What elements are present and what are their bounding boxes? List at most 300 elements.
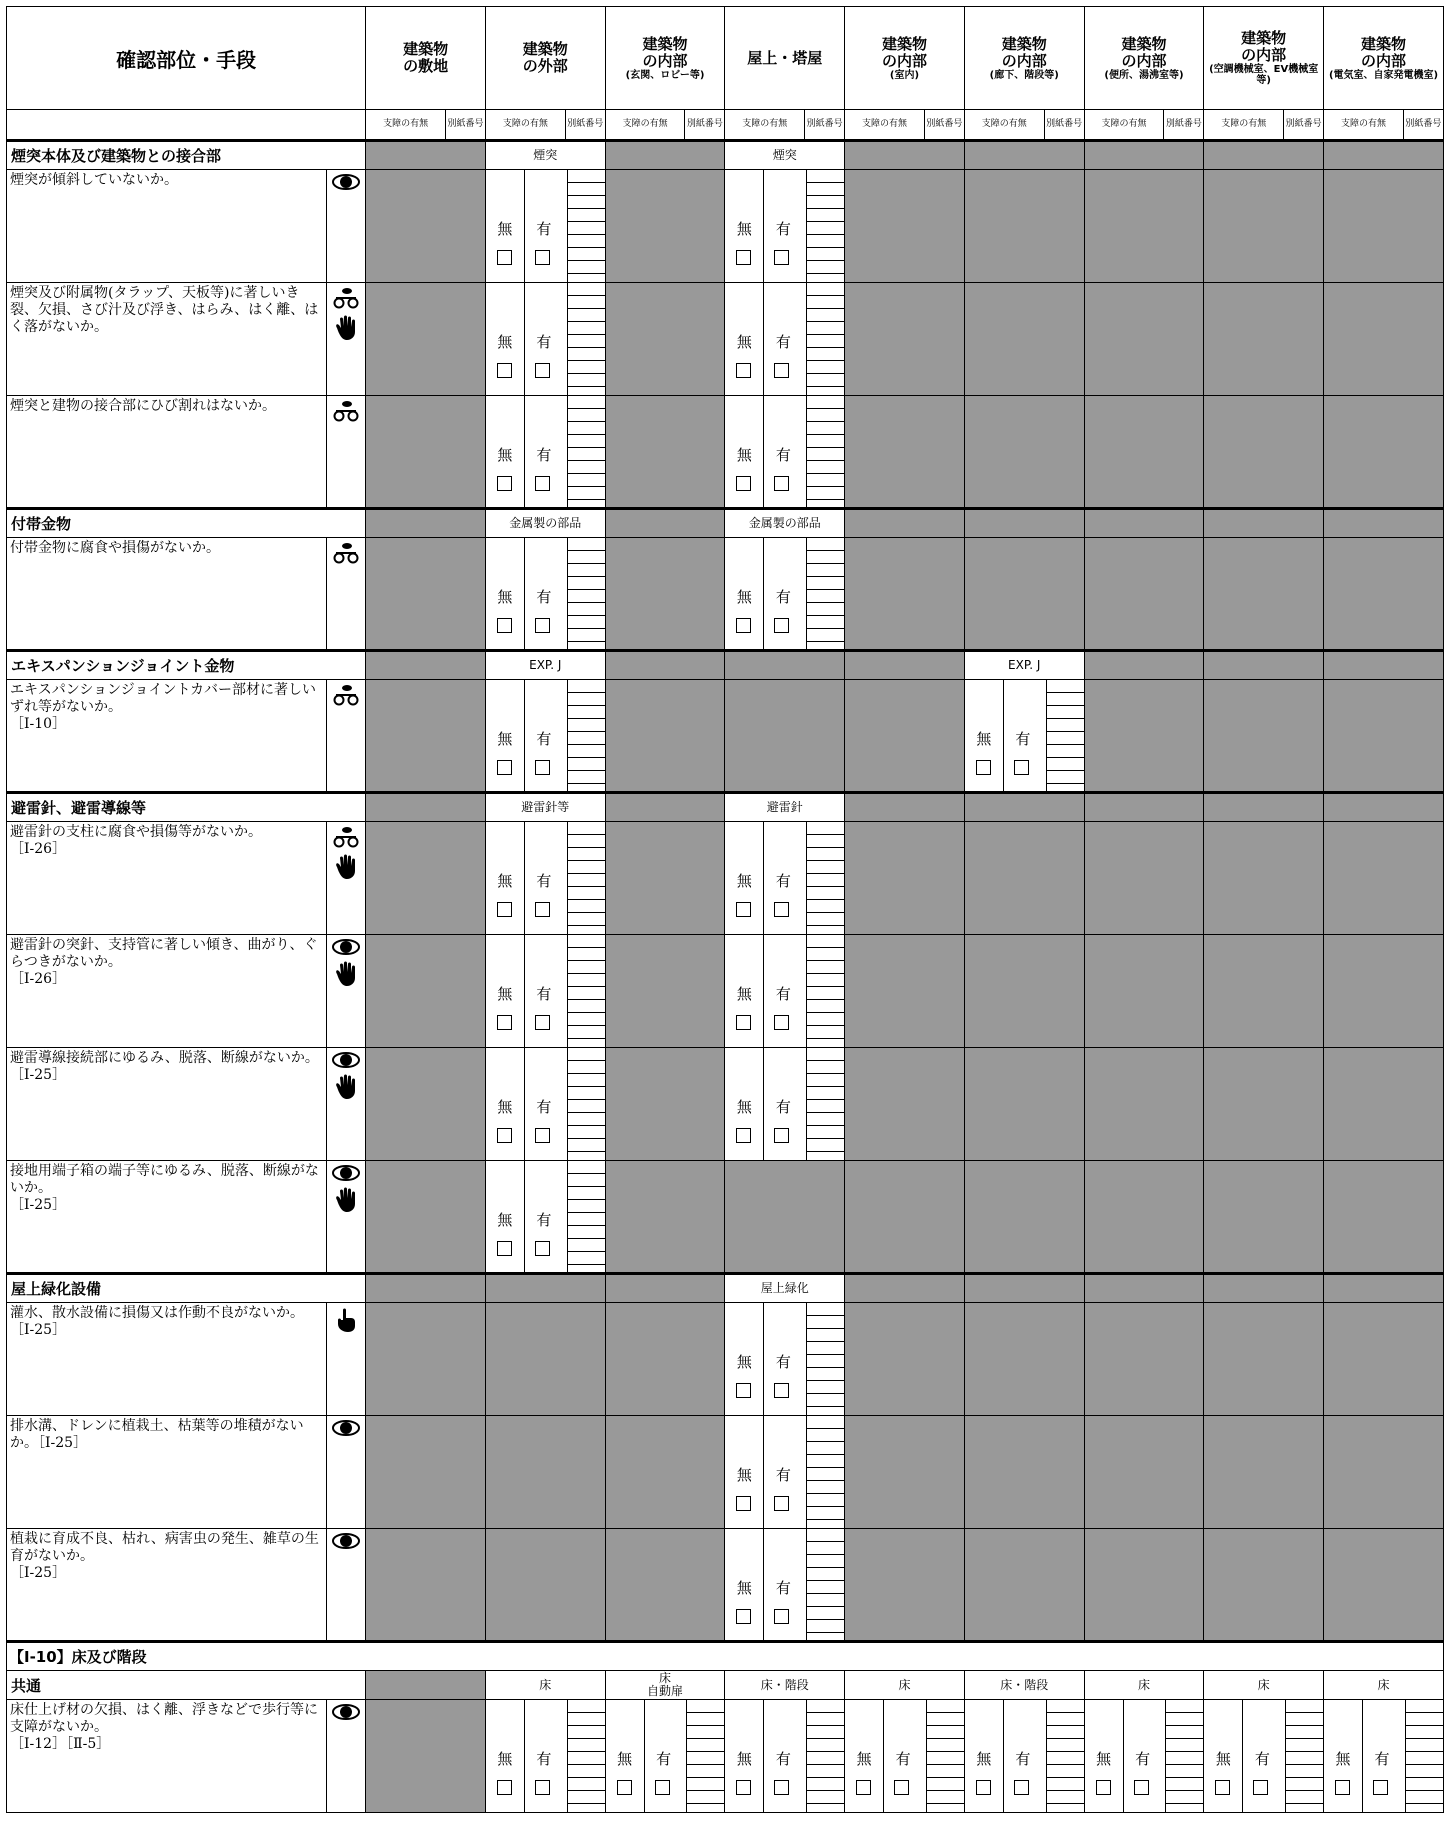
divider xyxy=(524,283,525,395)
ref-number-lines[interactable] xyxy=(806,538,844,649)
label-none: 無 xyxy=(497,985,513,1003)
checkbox-exists[interactable] xyxy=(774,250,789,265)
na-cell xyxy=(366,1529,486,1642)
section-chip xyxy=(964,509,1084,538)
label-none: 無 xyxy=(736,333,752,351)
na-cell xyxy=(366,170,486,283)
na-cell xyxy=(964,822,1084,935)
check-cell xyxy=(485,283,605,396)
section-chip: EXP. J xyxy=(964,651,1084,680)
na-cell xyxy=(1204,396,1324,509)
ref-number-lines[interactable] xyxy=(926,1700,964,1812)
sub-header-ref: 別紙番号 xyxy=(1044,110,1084,141)
checkbox-none[interactable] xyxy=(736,1780,751,1795)
na-cell xyxy=(366,935,486,1048)
method-icons xyxy=(327,1416,366,1529)
check-item-text: エキスパンションジョイントカバー部材に著しいずれ等がないか。 ［Ⅰ-10］ xyxy=(7,680,327,793)
sub-header-presence: 支障の有無 xyxy=(1084,110,1164,141)
na-cell xyxy=(964,1416,1084,1529)
column-header-note: (室内) xyxy=(889,69,920,81)
checkbox-none[interactable] xyxy=(976,760,991,775)
divider xyxy=(763,1048,764,1160)
na-cell xyxy=(366,1161,486,1274)
check-cell xyxy=(485,170,605,283)
method-icons xyxy=(327,283,366,396)
na-cell xyxy=(845,935,965,1048)
column-header-note: (便所、湯沸室等) xyxy=(1104,69,1184,81)
header-blank xyxy=(7,110,366,141)
divider xyxy=(883,1700,884,1812)
checkbox-exists[interactable] xyxy=(535,250,550,265)
hand-icon xyxy=(327,961,365,987)
column-header-line2: の内部 xyxy=(1361,51,1407,70)
checkbox-none[interactable] xyxy=(617,1780,632,1795)
column-header-line2: の内部 xyxy=(881,51,927,70)
checkbox-none[interactable] xyxy=(736,1609,751,1624)
checkbox-none[interactable] xyxy=(497,476,512,491)
checkbox-none[interactable] xyxy=(497,1015,512,1030)
na-cell xyxy=(605,396,725,509)
checkbox-exists[interactable] xyxy=(1014,1780,1029,1795)
label-exists: 有 xyxy=(536,446,552,464)
column-header-line1: 建築物 xyxy=(1121,34,1167,53)
ref-number-lines[interactable] xyxy=(567,822,605,934)
label-none: 無 xyxy=(497,1750,513,1768)
na-cell xyxy=(845,1048,965,1161)
checkbox-exists[interactable] xyxy=(774,1015,789,1030)
section-chip xyxy=(1084,141,1204,170)
section-chip xyxy=(845,793,965,822)
checkbox-exists[interactable] xyxy=(535,1015,550,1030)
label-none: 無 xyxy=(1335,1750,1351,1768)
section-chip xyxy=(1324,1274,1444,1303)
check-item-text: 接地用端子箱の端子等にゆるみ、脱落、断線がないか。 ［Ⅰ-25］ xyxy=(7,1161,327,1274)
sub-header-presence: 支障の有無 xyxy=(605,110,685,141)
na-cell xyxy=(964,1529,1084,1642)
label-exists: 有 xyxy=(1015,730,1031,748)
checkbox-none[interactable] xyxy=(736,1496,751,1511)
column-header-line2: の外部 xyxy=(522,57,568,75)
checkbox-none[interactable] xyxy=(1335,1780,1350,1795)
na-cell xyxy=(964,538,1084,651)
checkbox-none[interactable] xyxy=(497,363,512,378)
section-title: 付帯金物 xyxy=(7,509,366,538)
label-none: 無 xyxy=(1096,1750,1112,1768)
check-cell xyxy=(725,283,845,396)
checkbox-none[interactable] xyxy=(736,1383,751,1398)
divider xyxy=(1242,1700,1243,1812)
label-exists: 有 xyxy=(775,1466,791,1484)
checkbox-none[interactable] xyxy=(976,1780,991,1795)
section-chip xyxy=(1084,651,1204,680)
section-chip xyxy=(1324,141,1444,170)
check-cell xyxy=(1324,1700,1444,1813)
na-cell xyxy=(845,538,965,651)
na-cell xyxy=(1204,1303,1324,1416)
column-header-line1: 建築物 xyxy=(1361,34,1407,53)
checkbox-none[interactable] xyxy=(736,250,751,265)
checkbox-none[interactable] xyxy=(497,760,512,775)
ref-number-lines[interactable] xyxy=(806,283,844,395)
na-cell xyxy=(1324,538,1444,651)
section-chip: 床 xyxy=(1324,1671,1444,1700)
method-icons xyxy=(327,1161,366,1274)
ref-number-lines[interactable] xyxy=(567,538,605,649)
sub-header-presence: 支障の有無 xyxy=(725,110,805,141)
checkbox-exists[interactable] xyxy=(535,1241,550,1256)
check-cell xyxy=(485,538,605,651)
checkbox-exists[interactable] xyxy=(774,363,789,378)
label-none: 無 xyxy=(736,1579,752,1597)
check-item-text: 排水溝、ドレンに植栽土、枯葉等の堆積がないか。［Ⅰ-25］ xyxy=(7,1416,327,1529)
na-cell xyxy=(605,1048,725,1161)
section-chip xyxy=(605,651,725,680)
label-none: 無 xyxy=(736,985,752,1003)
na-cell xyxy=(366,283,486,396)
section-title: 共通 xyxy=(7,1671,366,1700)
na-cell xyxy=(605,170,725,283)
ref-number-lines[interactable] xyxy=(567,1700,605,1812)
na-cell xyxy=(605,283,725,396)
checkbox-none[interactable] xyxy=(736,476,751,491)
check-cell xyxy=(725,822,845,935)
divider xyxy=(644,1700,645,1812)
checkbox-exists[interactable] xyxy=(535,476,550,491)
eye-icon xyxy=(327,1165,365,1181)
checkbox-none[interactable] xyxy=(736,363,751,378)
sub-header-ref: 別紙番号 xyxy=(805,110,845,141)
label-exists: 有 xyxy=(775,1353,791,1371)
checkbox-none[interactable] xyxy=(497,1128,512,1143)
label-exists: 有 xyxy=(1135,1750,1151,1768)
na-cell xyxy=(725,680,845,793)
na-cell xyxy=(1324,1529,1444,1642)
magnifier-icon xyxy=(327,400,365,422)
na-cell xyxy=(964,1303,1084,1416)
checkbox-exists[interactable] xyxy=(655,1780,670,1795)
method-icons xyxy=(327,1529,366,1642)
column-header xyxy=(725,7,845,110)
column-header xyxy=(1204,7,1324,110)
checkbox-exists[interactable] xyxy=(1014,760,1029,775)
ref-number-lines[interactable] xyxy=(806,1700,844,1812)
ref-number-lines[interactable] xyxy=(567,396,605,507)
ref-number-lines[interactable] xyxy=(567,935,605,1047)
check-item-text: 避雷針の支柱に腐食や損傷等がないか。 ［Ⅰ-26］ xyxy=(7,822,327,935)
section-chip: 床・階段 xyxy=(964,1671,1084,1700)
divider xyxy=(763,822,764,934)
checkbox-exists[interactable] xyxy=(774,1609,789,1624)
na-cell xyxy=(485,1303,605,1416)
label-none: 無 xyxy=(497,333,513,351)
label-exists: 有 xyxy=(536,588,552,606)
check-cell xyxy=(725,1700,845,1813)
check-cell xyxy=(725,396,845,509)
check-item-text: 煙突及び附属物(タラップ、天板等)に著しいき裂、欠損、さび汁及び浮き、はらみ、はく離、はく落がないか。 xyxy=(7,283,327,396)
divider xyxy=(763,935,764,1047)
na-cell xyxy=(1084,1416,1204,1529)
inspection-table xyxy=(6,6,1444,1813)
na-cell xyxy=(1084,822,1204,935)
check-cell xyxy=(605,1700,725,1813)
na-cell xyxy=(1084,1048,1204,1161)
section-chip xyxy=(1204,793,1324,822)
sub-header-presence: 支障の有無 xyxy=(485,110,565,141)
divider xyxy=(524,396,525,507)
section-chip: 床 xyxy=(845,1671,965,1700)
checkbox-none[interactable] xyxy=(736,1015,751,1030)
column-header-line2: の内部 xyxy=(1241,46,1287,64)
na-cell xyxy=(964,170,1084,283)
checkbox-exists[interactable] xyxy=(894,1780,909,1795)
method-icons xyxy=(327,822,366,935)
checkbox-exists[interactable] xyxy=(1253,1780,1268,1795)
divider xyxy=(524,1161,525,1272)
check-cell xyxy=(725,1303,845,1416)
checkbox-exists[interactable] xyxy=(774,1496,789,1511)
label-exists: 有 xyxy=(775,1579,791,1597)
na-cell xyxy=(1084,935,1204,1048)
divider xyxy=(763,170,764,282)
finger-icon xyxy=(327,1307,365,1333)
checkbox-exists[interactable] xyxy=(535,902,550,917)
ref-number-lines[interactable] xyxy=(806,822,844,934)
na-cell xyxy=(366,1700,486,1813)
na-cell xyxy=(964,396,1084,509)
ref-number-lines[interactable] xyxy=(806,396,844,507)
checkbox-none[interactable] xyxy=(497,902,512,917)
na-cell xyxy=(1204,538,1324,651)
hand-icon xyxy=(327,1074,365,1100)
column-header xyxy=(1084,7,1204,110)
checkbox-none[interactable] xyxy=(497,618,512,633)
label-exists: 有 xyxy=(536,333,552,351)
ref-number-lines[interactable] xyxy=(806,170,844,282)
ref-number-lines[interactable] xyxy=(567,170,605,282)
section-chip xyxy=(845,141,965,170)
eye-icon xyxy=(327,1420,365,1436)
ref-number-lines[interactable] xyxy=(567,680,605,791)
checkbox-exists[interactable] xyxy=(1134,1780,1149,1795)
column-header-line1: 建築物 xyxy=(1001,34,1047,53)
column-header-line1: 建築物 xyxy=(881,34,927,53)
na-cell xyxy=(1084,283,1204,396)
ref-number-lines[interactable] xyxy=(686,1700,724,1812)
label-exists: 有 xyxy=(1374,1750,1390,1768)
checkbox-exists[interactable] xyxy=(535,760,550,775)
divider xyxy=(763,1303,764,1415)
divider xyxy=(524,935,525,1047)
check-item-text: 灌水、散水設備に損傷又は作動不良がないか。 ［Ⅰ-25］ xyxy=(7,1303,327,1416)
section-chip xyxy=(366,1671,486,1700)
label-none: 無 xyxy=(497,446,513,464)
column-header-line1: 建築物 xyxy=(522,40,568,58)
method-icons xyxy=(327,1700,366,1813)
column-header-line1: 建築物 xyxy=(403,40,449,58)
na-cell xyxy=(964,1048,1084,1161)
checkbox-exists[interactable] xyxy=(535,1128,550,1143)
ref-number-lines[interactable] xyxy=(567,283,605,395)
section-chip xyxy=(1204,509,1324,538)
ref-number-lines[interactable] xyxy=(1046,1700,1084,1812)
section-chip: 屋上緑化 xyxy=(725,1274,845,1303)
checkbox-none[interactable] xyxy=(1096,1780,1111,1795)
na-cell xyxy=(1204,283,1324,396)
divider xyxy=(524,822,525,934)
checkbox-none[interactable] xyxy=(1215,1780,1230,1795)
section-chip xyxy=(366,509,486,538)
label-none: 無 xyxy=(736,1098,752,1116)
label-exists: 有 xyxy=(775,985,791,1003)
label-none: 無 xyxy=(976,1750,992,1768)
section-chip: 金属製の部品 xyxy=(725,509,845,538)
label-none: 無 xyxy=(736,872,752,890)
checkbox-none[interactable] xyxy=(497,1780,512,1795)
divider xyxy=(524,170,525,282)
section-chip xyxy=(605,793,725,822)
section-chip xyxy=(605,141,725,170)
divider xyxy=(763,283,764,395)
check-cell xyxy=(725,1529,845,1642)
ref-number-lines[interactable] xyxy=(567,1048,605,1160)
inspection-sheet xyxy=(6,6,1444,1813)
column-header-note: (玄関、ロビー等) xyxy=(625,69,705,81)
checkbox-exists[interactable] xyxy=(774,1383,789,1398)
magnifier-icon xyxy=(327,542,365,564)
ref-number-lines[interactable] xyxy=(1046,680,1084,791)
column-header-line2: の敷地 xyxy=(403,57,449,75)
label-exists: 有 xyxy=(536,220,552,238)
na-cell xyxy=(845,283,965,396)
section-chip xyxy=(366,141,486,170)
check-item-text: 避雷導線接続部にゆるみ、脱落、断線がないか。 ［Ⅰ-25］ xyxy=(7,1048,327,1161)
label-none: 無 xyxy=(856,1750,872,1768)
checkbox-none[interactable] xyxy=(736,618,751,633)
ref-number-lines[interactable] xyxy=(1285,1700,1323,1812)
check-cell xyxy=(485,1700,605,1813)
checkbox-none[interactable] xyxy=(497,1241,512,1256)
divider xyxy=(763,1416,764,1528)
checkbox-none[interactable] xyxy=(497,250,512,265)
section-chip xyxy=(1204,141,1324,170)
section-chip xyxy=(1084,1274,1204,1303)
divider xyxy=(1123,1700,1124,1812)
section-chip xyxy=(1204,1274,1324,1303)
eye-icon xyxy=(327,1704,365,1720)
section-chip: 床 xyxy=(1204,1671,1324,1700)
section-title: 避雷針、避雷導線等 xyxy=(7,793,366,822)
label-exists: 有 xyxy=(775,588,791,606)
method-icons xyxy=(327,538,366,651)
ref-number-lines[interactable] xyxy=(806,1303,844,1415)
section-chip xyxy=(845,651,965,680)
section-chip xyxy=(1324,651,1444,680)
ref-number-lines[interactable] xyxy=(1165,1700,1203,1812)
na-cell xyxy=(1324,680,1444,793)
na-cell xyxy=(366,396,486,509)
divider xyxy=(524,1700,525,1812)
section-chip xyxy=(1084,793,1204,822)
checkbox-exists[interactable] xyxy=(774,618,789,633)
sub-header-ref: 別紙番号 xyxy=(685,110,725,141)
checkbox-exists[interactable] xyxy=(535,363,550,378)
na-cell xyxy=(1324,1048,1444,1161)
na-cell xyxy=(845,1416,965,1529)
checkbox-exists[interactable] xyxy=(1373,1780,1388,1795)
ref-number-lines[interactable] xyxy=(806,1529,844,1640)
na-cell xyxy=(1084,170,1204,283)
sub-header-ref: 別紙番号 xyxy=(924,110,964,141)
check-cell xyxy=(725,1048,845,1161)
na-cell xyxy=(1324,935,1444,1048)
na-cell xyxy=(1324,396,1444,509)
checkbox-none[interactable] xyxy=(736,902,751,917)
label-none: 無 xyxy=(976,730,992,748)
ref-number-lines[interactable] xyxy=(806,1048,844,1160)
na-cell xyxy=(845,170,965,283)
checkbox-exists[interactable] xyxy=(535,618,550,633)
checkbox-exists[interactable] xyxy=(774,476,789,491)
checkbox-exists[interactable] xyxy=(774,902,789,917)
eye-icon xyxy=(327,1052,365,1068)
na-cell xyxy=(964,935,1084,1048)
check-cell xyxy=(485,680,605,793)
magnifier-icon xyxy=(327,287,365,309)
checkbox-exists[interactable] xyxy=(774,1780,789,1795)
section-chip: 避雷針等 xyxy=(485,793,605,822)
checkbox-exists[interactable] xyxy=(535,1780,550,1795)
check-cell xyxy=(725,538,845,651)
label-none: 無 xyxy=(736,220,752,238)
section-chip xyxy=(964,141,1084,170)
section-title: 屋上緑化設備 xyxy=(7,1274,366,1303)
na-cell xyxy=(1204,1048,1324,1161)
method-icons xyxy=(327,396,366,509)
section-title: エキスパンションジョイント金物 xyxy=(7,651,366,680)
section-chip: 床 自動扉 xyxy=(605,1671,725,1700)
check-item-text: 植栽に育成不良、枯れ、病害虫の発生、雑草の生育がないか。 ［Ⅰ-25］ xyxy=(7,1529,327,1642)
check-cell xyxy=(964,1700,1084,1813)
label-none: 無 xyxy=(1215,1750,1231,1768)
label-none: 無 xyxy=(497,1211,513,1229)
label-none: 無 xyxy=(736,1750,752,1768)
ref-number-lines[interactable] xyxy=(567,1161,605,1272)
ref-number-lines[interactable] xyxy=(806,935,844,1047)
checkbox-none[interactable] xyxy=(736,1128,751,1143)
column-header-line2: の内部 xyxy=(642,51,688,70)
sub-header-ref: 別紙番号 xyxy=(1284,110,1324,141)
checkbox-none[interactable] xyxy=(856,1780,871,1795)
label-none: 無 xyxy=(736,446,752,464)
na-cell xyxy=(1324,283,1444,396)
label-exists: 有 xyxy=(536,1211,552,1229)
column-header-line1: 屋上・塔屋 xyxy=(747,48,823,67)
na-cell xyxy=(845,680,965,793)
check-cell xyxy=(1204,1700,1324,1813)
method-icons xyxy=(327,1303,366,1416)
checkbox-exists[interactable] xyxy=(774,1128,789,1143)
section-band: 【Ⅰ-10】床及び階段 xyxy=(7,1642,1444,1671)
na-cell xyxy=(1204,822,1324,935)
magnifier-icon xyxy=(327,826,365,848)
ref-number-lines[interactable] xyxy=(1405,1700,1443,1812)
na-cell xyxy=(605,1529,725,1642)
divider xyxy=(524,680,525,791)
column-header-note: (空調機械室、EV機械室等) xyxy=(1209,64,1319,86)
column-header xyxy=(485,7,605,110)
ref-number-lines[interactable] xyxy=(806,1416,844,1528)
label-none: 無 xyxy=(497,730,513,748)
